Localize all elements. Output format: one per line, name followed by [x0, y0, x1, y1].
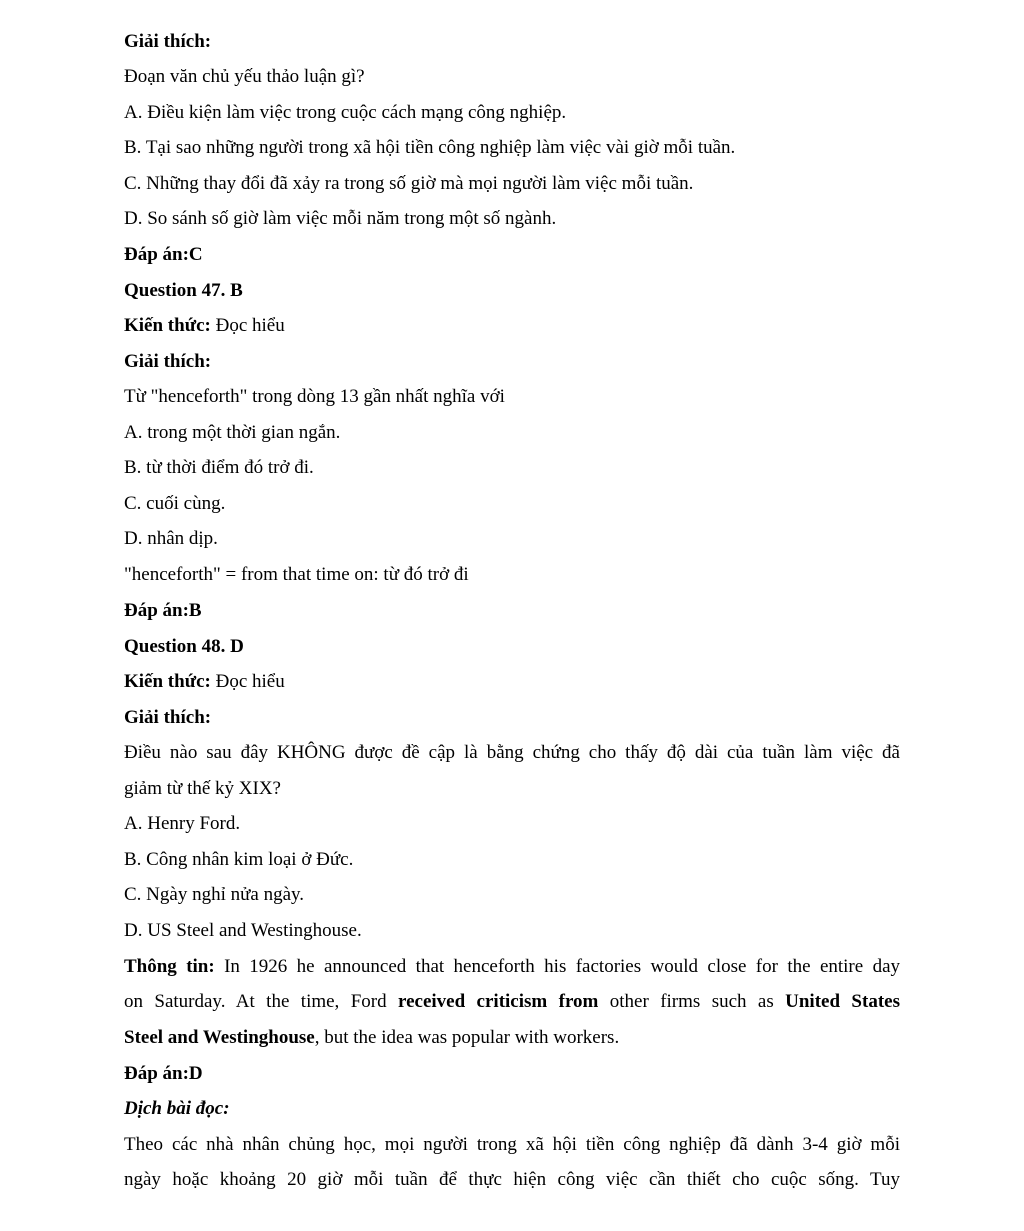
q48-giai-thich-label: Giải thích:	[124, 707, 212, 728]
q48-question-line1: Điều nào sau đây KHÔNG được đề cập là bằng chứng cho thấy độ dài của tuần làm việc đã	[124, 742, 900, 763]
q48-kien-thuc: Kiến thức: Đọc hiểu	[124, 671, 285, 692]
translation-line1: Theo các nhà nhân chủng học, mọi người trong xã hội tiền công nghiệp đã dành 3-4 giờ mỗi	[124, 1134, 900, 1155]
q46-option-d: D. So sánh số giờ làm việc mỗi năm trong một số ngành.	[124, 208, 557, 229]
q48-option-b: B. Công nhân kim loại ở Đức.	[124, 849, 354, 870]
q47-option-d: D. nhân dịp.	[124, 528, 218, 549]
q46-option-a: A. Điều kiện làm việc trong cuộc cách mạng công nghiệp.	[124, 102, 567, 123]
translation-line2: ngày hoặc khoảng 20 giờ mỗi tuần để thực hiện công việc cần thiết cho cuộc sống. Tuy	[124, 1169, 900, 1190]
q48-option-c: C. Ngày nghỉ nửa ngày.	[124, 884, 305, 905]
q46-answer: Đáp án:C	[124, 244, 203, 265]
q47-answer: Đáp án:B	[124, 600, 202, 621]
q47-kien-thuc: Kiến thức: Đọc hiểu	[124, 315, 285, 336]
q48-answer: Đáp án:D	[124, 1063, 203, 1084]
q46-giai-thich-label: Giải thích:	[124, 31, 212, 52]
q46-question: Đoạn văn chủ yếu thảo luận gì?	[124, 66, 365, 87]
q48-question-line2: giảm từ thế kỷ XIX?	[124, 778, 281, 799]
q47-giai-thich-label: Giải thích:	[124, 351, 212, 372]
q47-title: Question 47. B	[124, 280, 243, 301]
q48-option-a: A. Henry Ford.	[124, 813, 241, 834]
q48-info-line2: on Saturday. At the time, Ford received criticism from other firms such as United States	[124, 991, 900, 1012]
q48-info-line3: Steel and Westinghouse, but the idea was popular with workers.	[124, 1027, 620, 1048]
translation-heading: Dịch bài đọc:	[124, 1098, 230, 1119]
q48-info-line1: Thông tin: In 1926 he announced that henceforth his factories would close for the entire day	[124, 956, 901, 977]
q47-option-c: C. cuối cùng.	[124, 493, 226, 514]
q47-note: "henceforth" = from that time on: từ đó trở đi	[124, 564, 469, 585]
q47-question: Từ "henceforth" trong dòng 13 gần nhất nghĩa với	[124, 386, 505, 407]
q48-title: Question 48. D	[124, 636, 244, 657]
q47-option-b: B. từ thời điểm đó trở đi.	[124, 457, 314, 478]
q47-option-a: A. trong một thời gian ngắn.	[124, 422, 341, 443]
q46-option-b: B. Tại sao những người trong xã hội tiền công nghiệp làm việc vài giờ mỗi tuần.	[124, 137, 736, 158]
q48-option-d: D. US Steel and Westinghouse.	[124, 920, 362, 941]
q46-option-c: C. Những thay đổi đã xảy ra trong số giờ mà mọi người làm việc mỗi tuần.	[124, 173, 694, 194]
